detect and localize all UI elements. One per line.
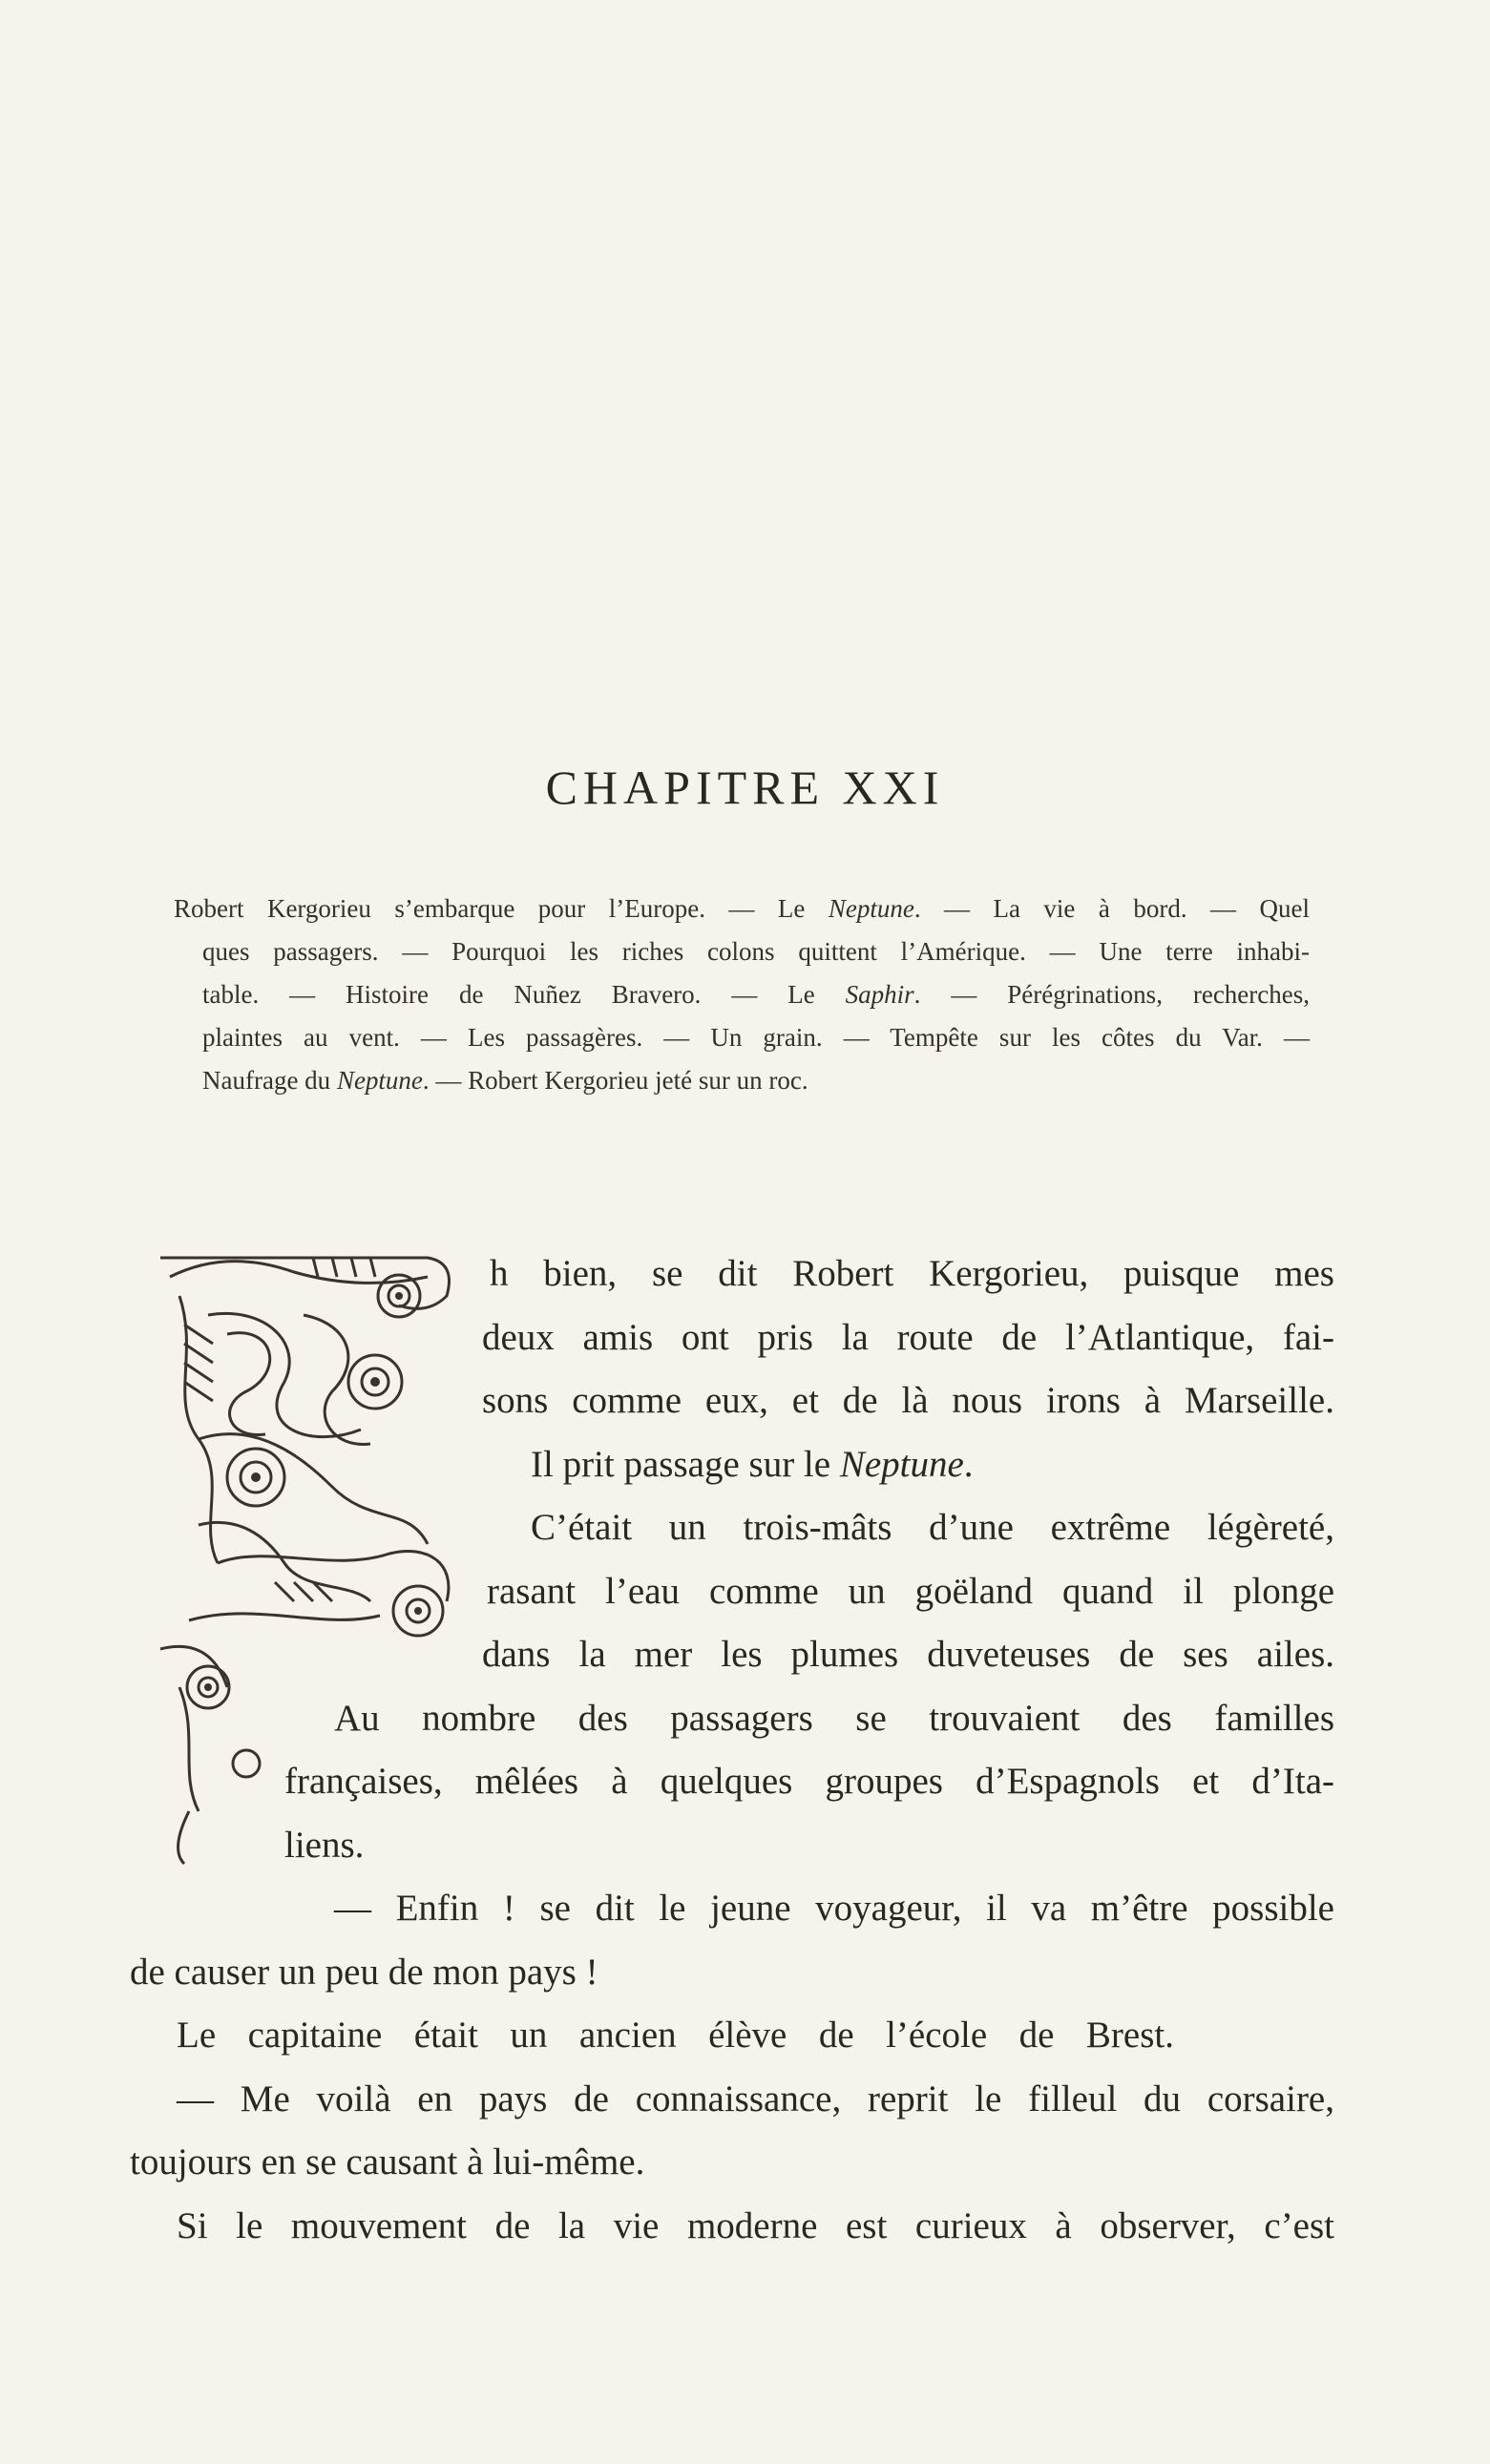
body-line: — Enfin ! se dit le jeune voyageur, il va m’être possible: [334, 1888, 1334, 1929]
body-line: toujours en se causant à lui-même.: [130, 2141, 645, 2182]
body-line: françaises, mêlées à quelques groupes d’Espagnols et d’Ita-: [284, 1761, 1334, 1802]
summary-line: Robert Kergorieu s’embarque pour l’Europe. — Le Neptune. — La vie à bord. — Quel: [174, 894, 1310, 923]
body-line: h bien, se dit Robert Kergorieu, puisque mes: [490, 1253, 1334, 1294]
body-line: Si le mouvement de la vie moderne est curieux à observer, c’est: [177, 2205, 1334, 2246]
summary-line: ques passagers. — Pourquoi les riches colons quittent l’Amérique. — Une terre inhabi-: [202, 937, 1310, 966]
body-line: de causer un peu de mon pays !: [130, 1952, 598, 1993]
body-line: — Me voilà en pays de connaissance, reprit le filleul du corsaire,: [177, 2078, 1334, 2119]
chapter-summary: [174, 887, 1310, 1102]
body-line: Il prit passage sur le Neptune.: [531, 1444, 974, 1485]
summary-line: plaintes au vent. — Les passagères. — Un grain. — Tempête sur les côtes du Var. —: [202, 1023, 1310, 1052]
body-line: rasant l’eau comme un goëland quand il plonge: [487, 1571, 1334, 1612]
body-line: liens.: [284, 1825, 365, 1866]
body-line: Au nombre des passagers se trouvaient des familles: [334, 1698, 1334, 1739]
body-line: deux amis ont pris la route de l’Atlantique, fai-: [482, 1317, 1334, 1358]
chapter-title: CHAPITRE XXI: [545, 760, 945, 814]
body-line: sons comme eux, et de là nous irons à Marseille.: [482, 1380, 1334, 1421]
body-line: C’était un trois-mâts d’une extrême légèreté,: [531, 1507, 1334, 1548]
body-line: Le capitaine était un ancien élève de l’école de Brest.: [177, 2015, 1174, 2056]
body-line: dans la mer les plumes duveteuses de ses ailes.: [482, 1634, 1334, 1675]
summary-line: table. — Histoire de Nuñez Bravero. — Le Saphir. — Pérégrinations, recherches,: [202, 980, 1311, 1009]
summary-line: Naufrage du Neptune. — Robert Kergorieu jeté sur un roc.: [202, 1066, 808, 1095]
